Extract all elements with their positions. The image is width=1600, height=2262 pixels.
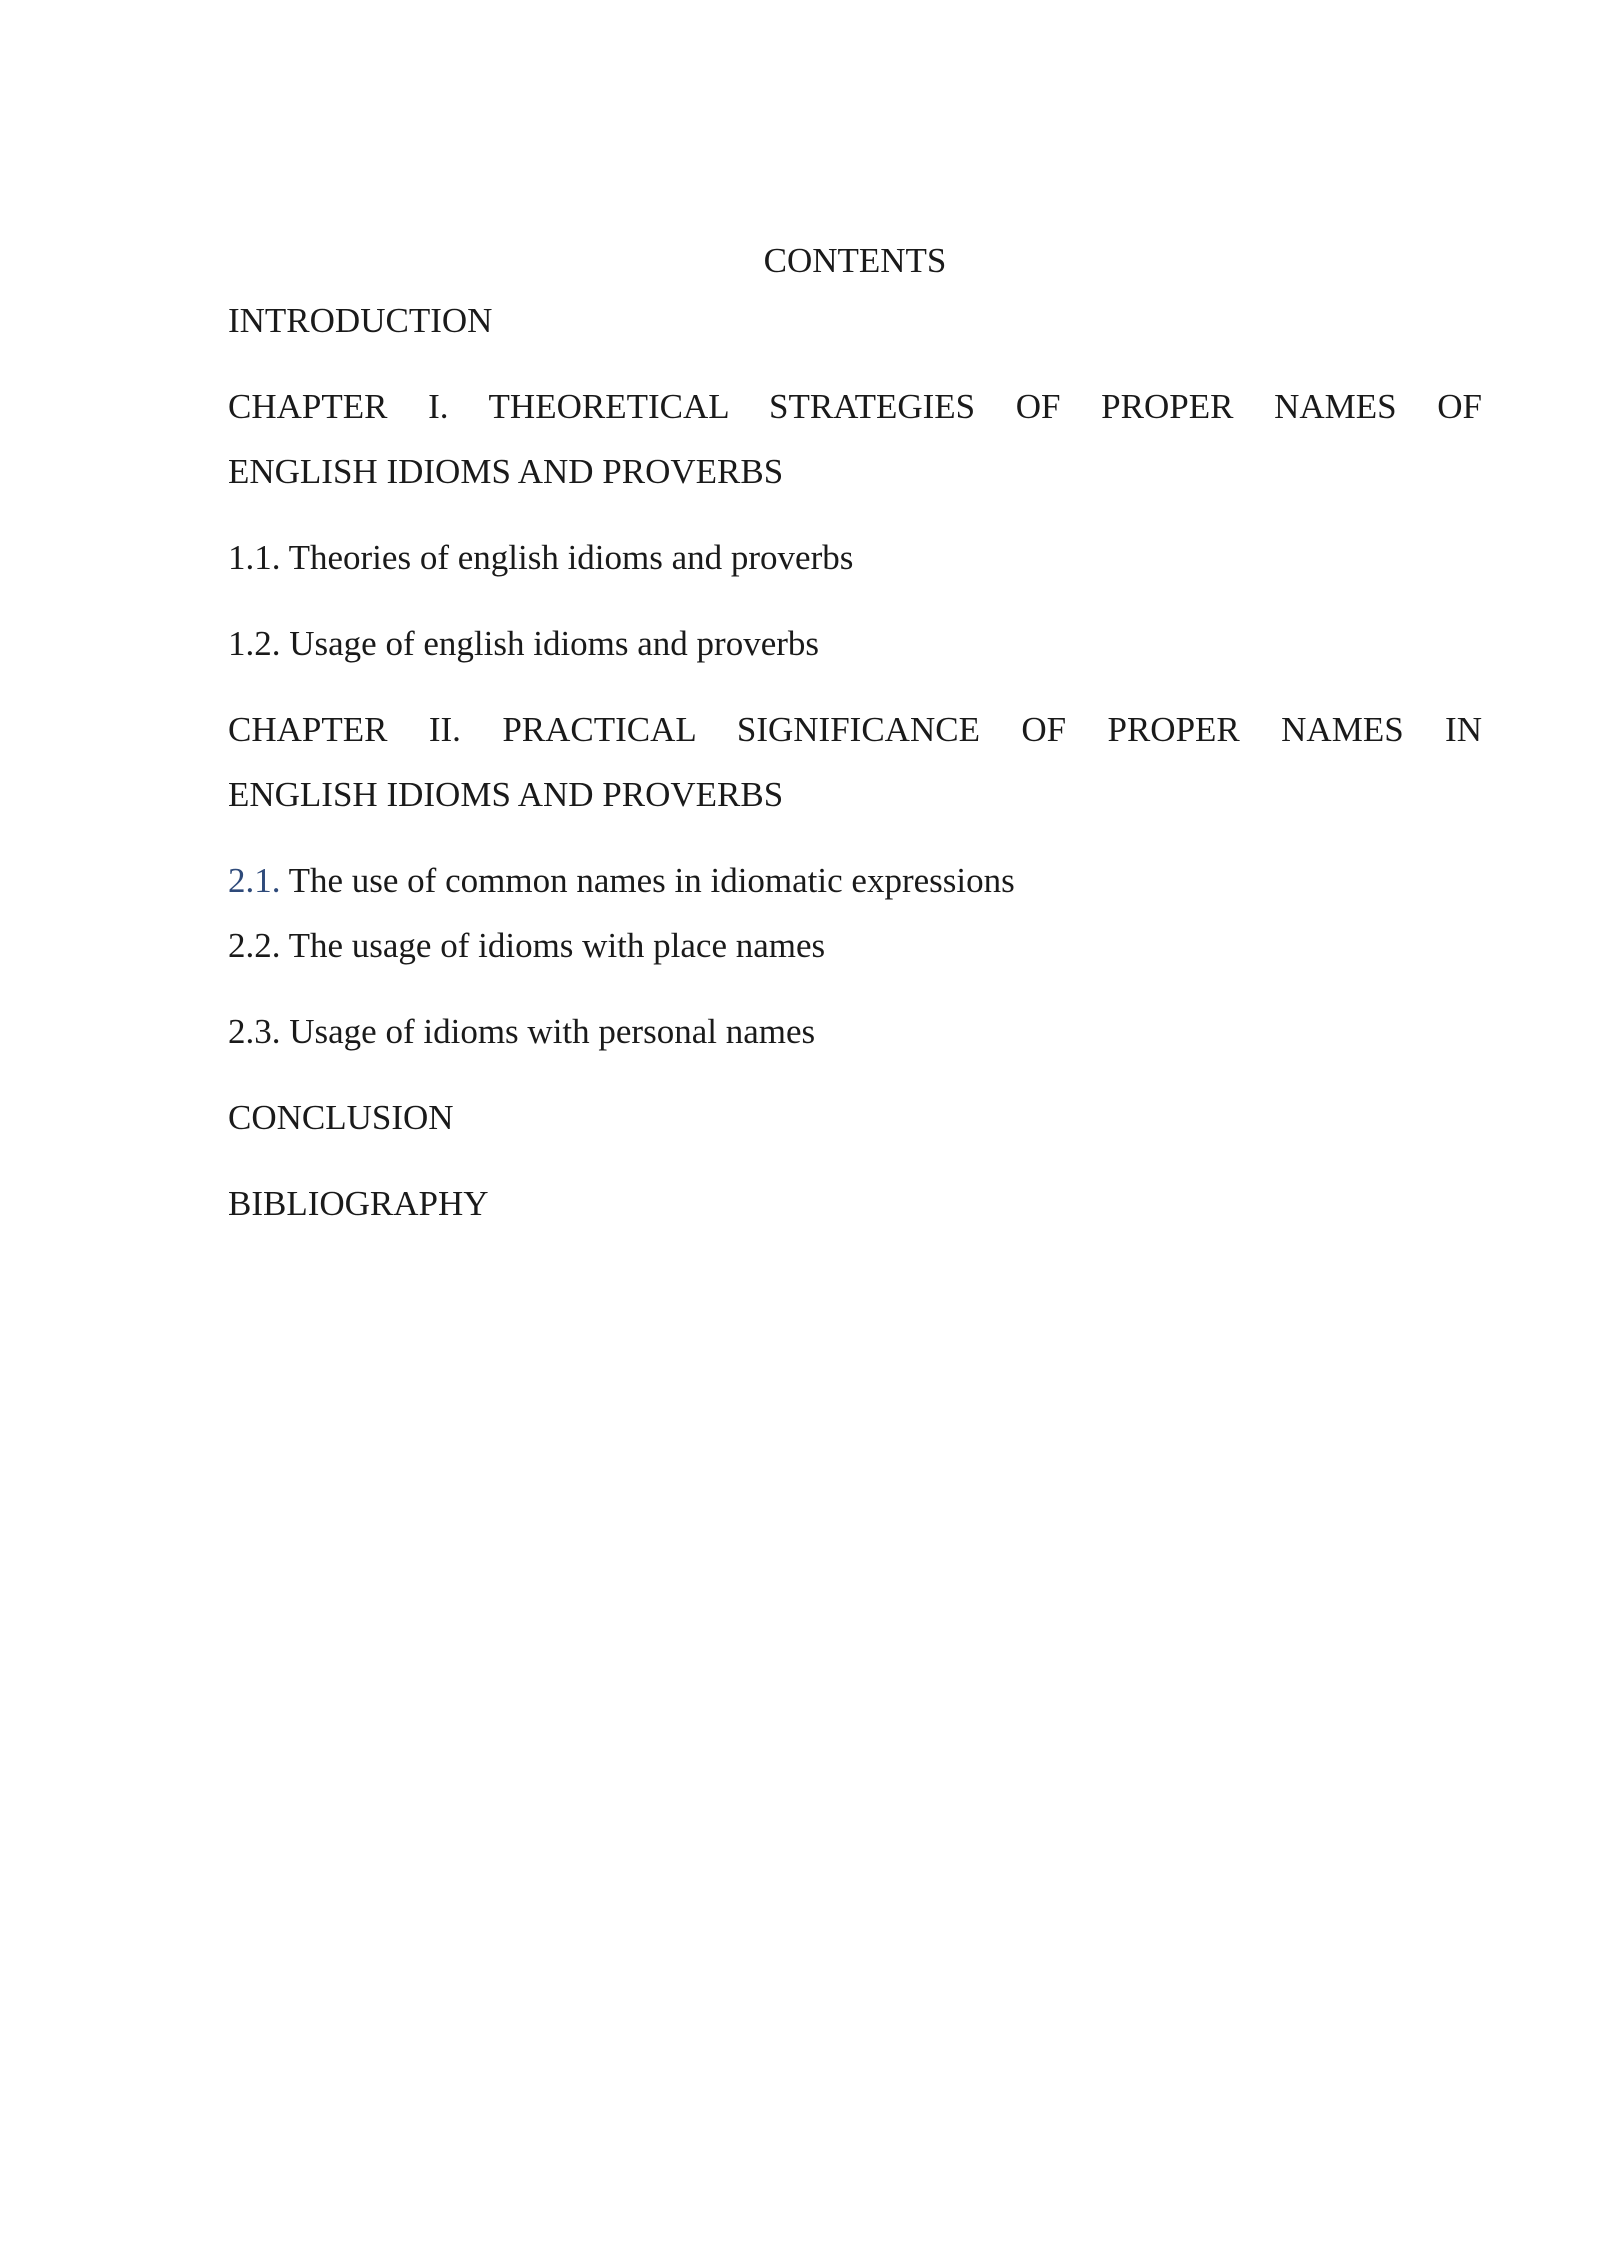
toc-entry-section-2-1 [228, 848, 1482, 913]
toc-entry-conclusion: CONCLUSION [228, 1098, 454, 1137]
toc-entry-section-1-2: 1.2. Usage of english idioms and proverbs [228, 624, 820, 663]
toc-entry-chapter-2 [228, 697, 1482, 827]
table-of-contents [228, 236, 1482, 1257]
toc-entry-chapter-1 [228, 374, 1482, 504]
section-2-1-text: The use of common names in idiomatic expressions [280, 861, 1015, 900]
toc-entry-introduction: INTRODUCTION [228, 301, 493, 340]
chapter-2-title-line-2: ENGLISH IDIOMS AND PROVERBS [228, 775, 784, 814]
page-title: CONTENTS [763, 241, 947, 280]
toc-entry-bibliography: BIBLIOGRAPHY [228, 1184, 489, 1223]
section-2-1-number: 2.1. [228, 861, 281, 900]
chapter-1-title-line-1: CHAPTER I. THEORETICAL STRATEGIES OF PROPER NAMES OF [228, 387, 1482, 426]
chapter-1-title-line-2: ENGLISH IDIOMS AND PROVERBS [228, 452, 784, 491]
toc-entry-section-2-3: 2.3. Usage of idioms with personal names [228, 1012, 816, 1051]
chapter-2-title-line-1: CHAPTER II. PRACTICAL SIGNIFICANCE OF PROPER NAMES IN [228, 710, 1482, 749]
toc-entry-section-1-1: 1.1. Theories of english idioms and proverbs [228, 538, 854, 577]
toc-entry-section-2-2: 2.2. The usage of idioms with place names [228, 926, 826, 965]
